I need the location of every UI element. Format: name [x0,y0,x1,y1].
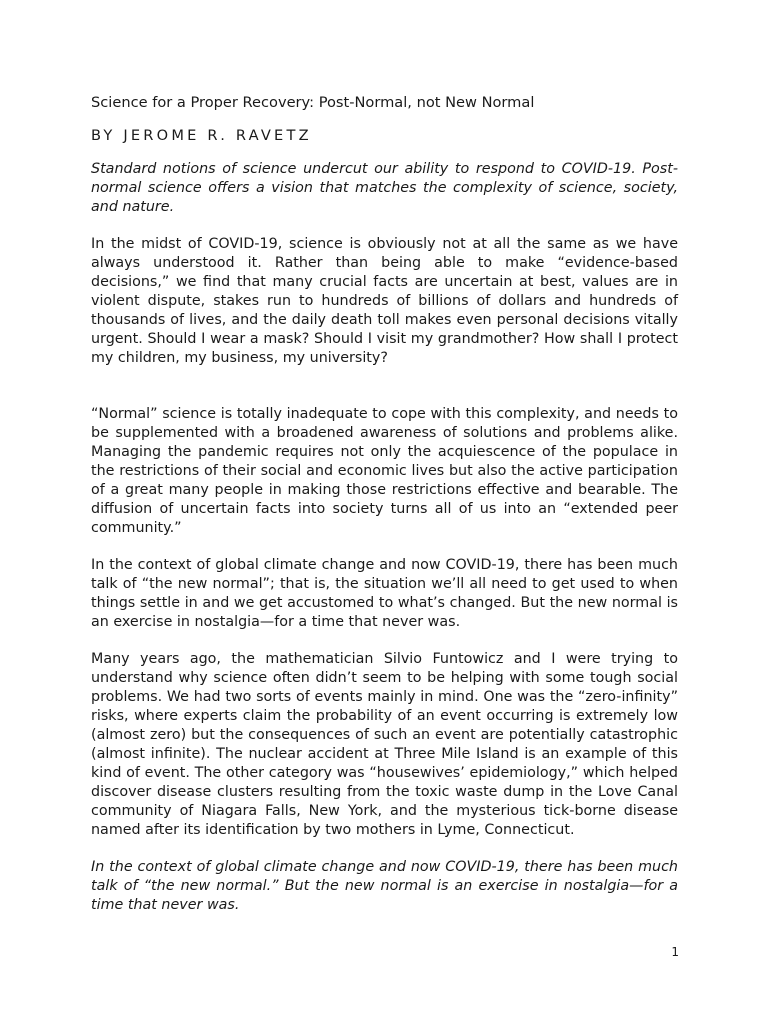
pull-quote: In the context of global climate change and now COVID-19, there has been much talk of “the new normal.” But the new normal is an exercise in nostalgia—for a time that never was. [91,859,678,913]
body-paragraph: Many years ago, the mathematician Silvio Funtowicz and I were trying to understand why science often didn’t seem to be helping with some tough social problems. We had two sorts of events mainly in mind. One was the “zero-infinity” risks, where experts claim the probability of an event occurring is extremely low (almost zero) but the consequences of such an event are potentially catastrophic (almost infinite). The nuclear accident at Three Mile Island is an example of this kind of event. The other category was “housewives’ epidemiology,” which helped discover disease clusters resulting from the toxic waste dump in the Love Canal community of Niagara Falls, New York, and the mysterious tick-borne disease named after its identification by two mothers in Lyme, Connecticut. [91,651,678,838]
body-paragraph: In the midst of COVID-19, science is obviously not at all the same as we have always understood it. Rather than being able to make “evidence-based decisions,” we find that many crucial facts are uncertain at best, values are in violent dispute, stakes run to hundreds of billions of dollars and hundreds of thousands of lives, and the daily death toll makes even personal decisions vitally urgent. Should I wear a mask? Should I visit my grandmother? How shall I protect my children, my business, my university? [91,236,678,366]
lede-paragraph: Standard notions of science undercut our ability to respond to COVID-19. Post-normal science offers a vision that matches the complexity of science, society, and nature. [91,161,678,215]
author-byline: BY JEROME R. RAVETZ [91,127,312,144]
body-paragraph: In the context of global climate change and now COVID-19, there has been much talk of “the new normal”; that is, the situation we’ll all need to get used to when things settle in and we get accustomed to what’s changed. But the new normal is an exercise in nostalgia—for a time that never was. [91,557,678,630]
page-number: 1 [671,945,679,959]
document-title: Science for a Proper Recovery: Post-Normal, not New Normal [91,94,535,111]
document-body [91,93,678,933]
body-paragraph: “Normal” science is totally inadequate to cope with this complexity, and needs to be supplemented with a broadened awareness of solutions and problems alike. Managing the pandemic requires not only the acquiescence of the populace in the restrictions of their social and economic lives but also the active participation of a great many people in making those restrictions effective and bearable. The diffusion of uncertain facts into society turns all of us into an “extended peer community.” [91,406,678,536]
